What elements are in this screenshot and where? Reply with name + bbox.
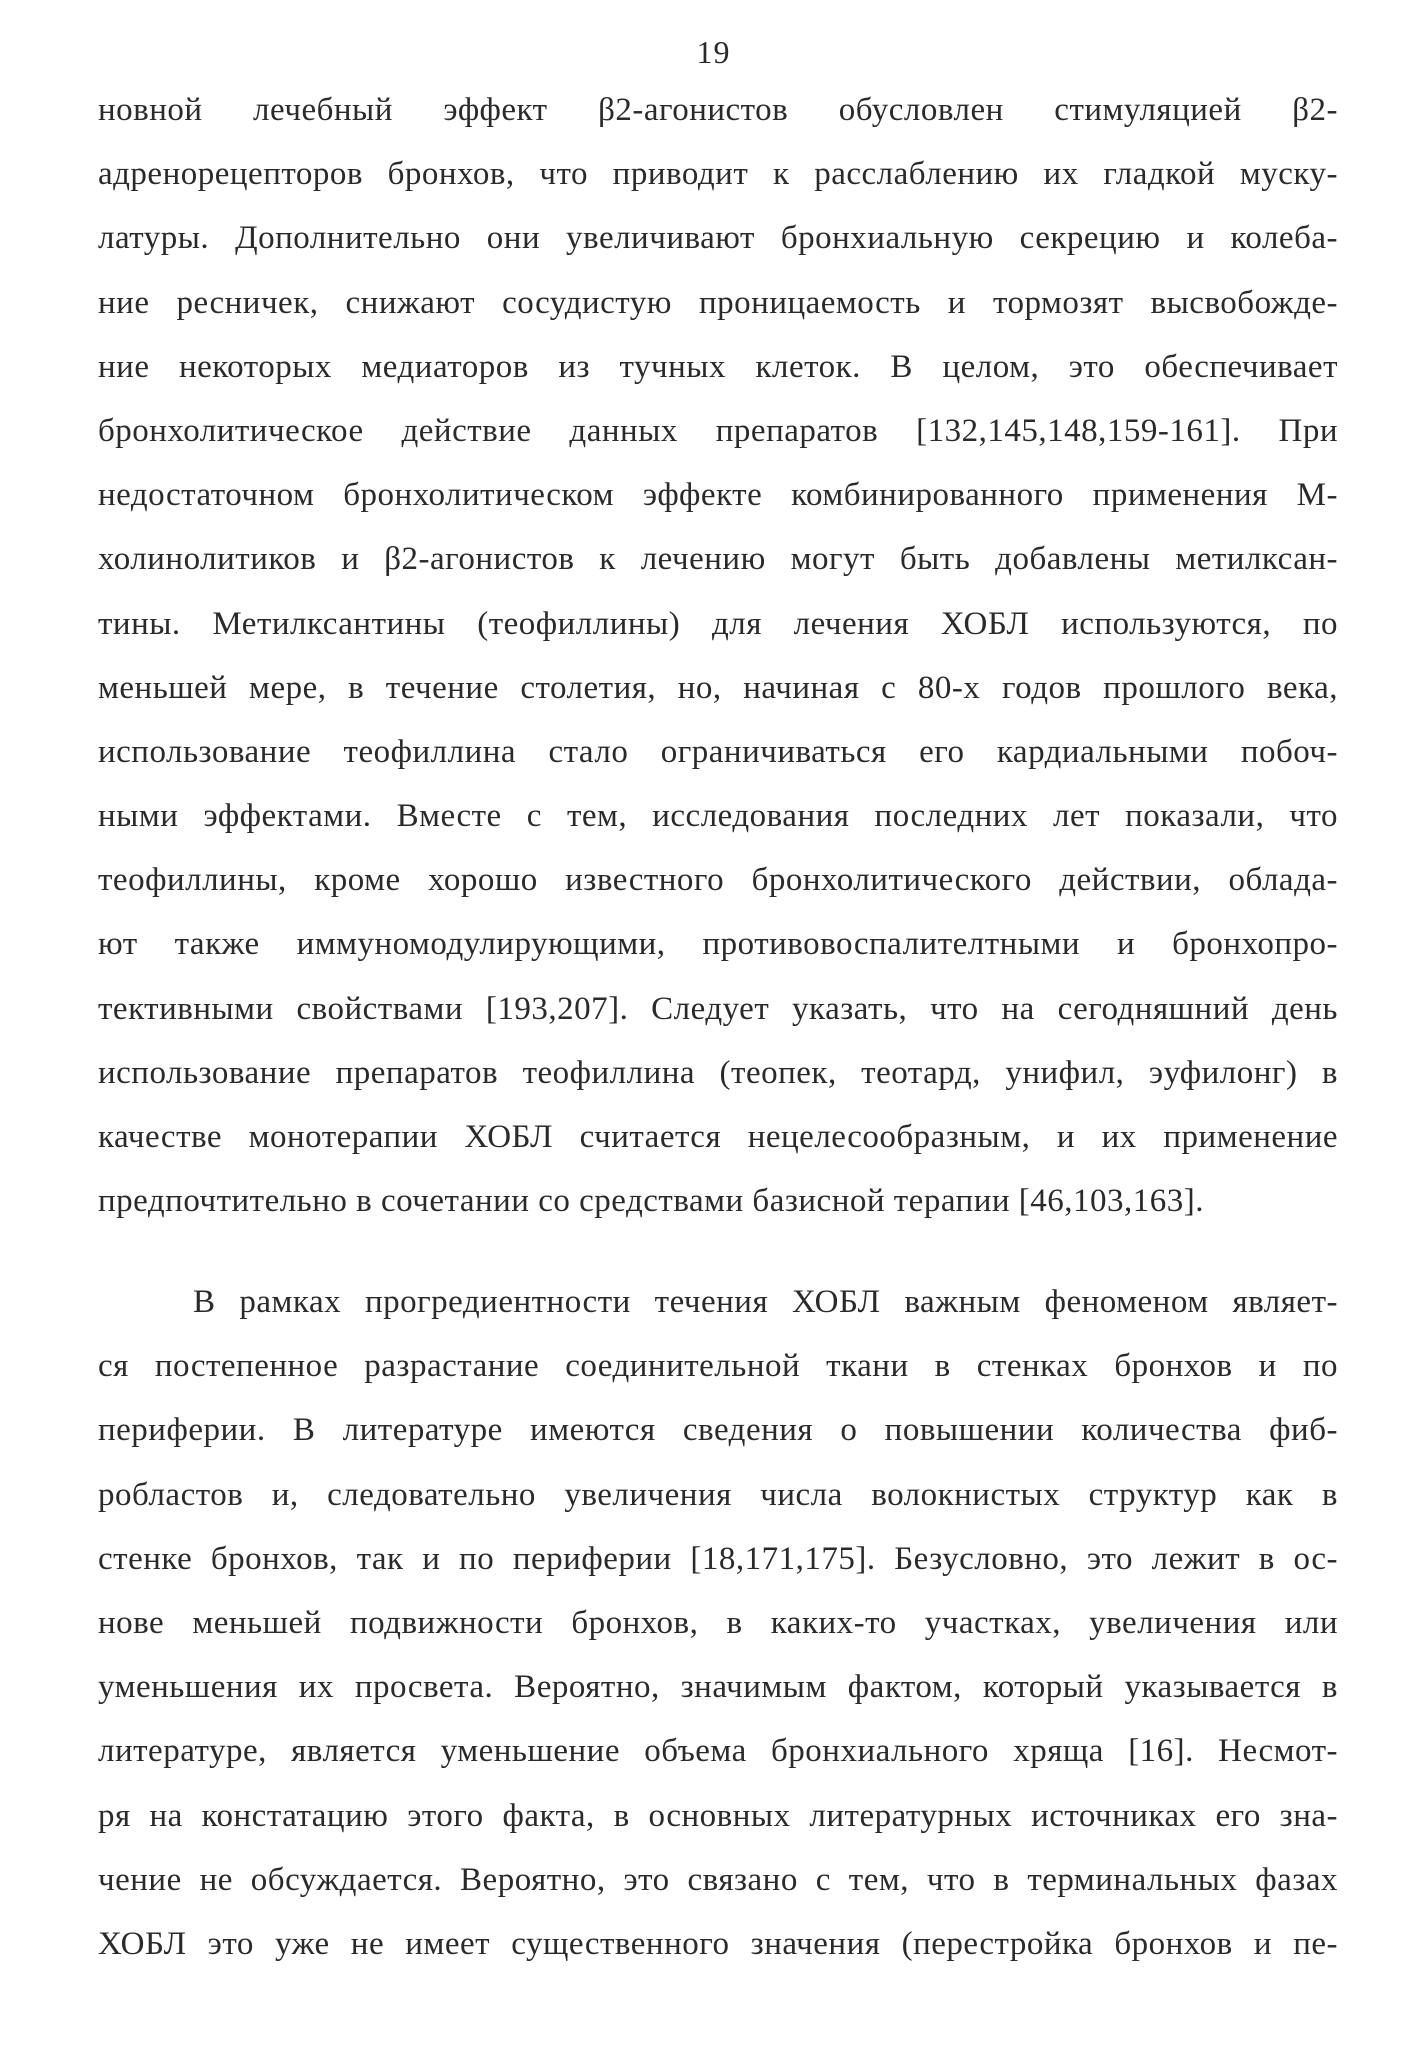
paragraph-1 [98, 78, 1338, 1233]
text-line: тективными свойствами [193,207]. Следует указать, что на сегодняшний день [98, 990, 1338, 1027]
text-line: ря на констатацию этого факта, в основных литературных источниках его зна- [98, 1797, 1338, 1834]
text-line: ся постепенное разрастание соединительной ткани в стенках бронхов и по [98, 1348, 1338, 1385]
text-line: бронхолитическое действие данных препаратов [132,145,148,159-161]. При [98, 412, 1338, 449]
text-line: холинолитиков и β2-агонистов к лечению могут быть добавлены метилксан- [98, 541, 1338, 578]
text-line: меньшей мере, в течение столетия, но, начиная с 80-х годов прошлого века, [98, 669, 1338, 706]
text-line: ют также иммуномодулирующими, противовоспалителтными и бронхопро- [98, 926, 1338, 963]
text-line: качестве монотерапии ХОБЛ считается нецелесообразным, и их применение [98, 1119, 1338, 1155]
text-line: чение не обсуждается. Вероятно, это связано с тем, что в терминальных фазах [98, 1861, 1338, 1898]
text-line: стенке бронхов, так и по периферии [18,171,175]. Безусловно, это лежит в ос- [98, 1540, 1338, 1577]
text-line: использование теофиллина стало ограничиваться его кардиальными побоч- [98, 733, 1338, 770]
paragraph-2 [98, 1270, 1338, 1976]
text-line: тины. Метилксантины (теофиллины) для лечения ХОБЛ используются, по [98, 605, 1338, 642]
text-line: теофиллины, кроме хорошо известного бронхолитического действии, облада- [98, 862, 1338, 899]
text-line: адренорецепторов бронхов, что приводит к расслаблению их гладкой муску- [98, 156, 1338, 193]
text-line: использование препаратов теофиллина (теопек, теотард, унифил, эуфилонг) в [98, 1054, 1338, 1091]
text-line: периферии. В литературе имеются сведения о повышении количества фиб- [98, 1412, 1338, 1449]
text-line: литературе, является уменьшение объема бронхиального хряща [16]. Несмот- [98, 1733, 1338, 1770]
text-line: уменьшения их просвета. Вероятно, значимым фактом, который указывается в [98, 1669, 1338, 1706]
text-line: ными эффектами. Вместе с тем, исследования последних лет показали, что [98, 798, 1338, 835]
text-line: новной лечебный эффект β2-агонистов обусловлен стимуляцией β2- [98, 92, 1338, 128]
text-line: ние некоторых медиаторов из тучных клеток. В целом, это обеспечивает [98, 348, 1338, 385]
text-line: нове меньшей подвижности бронхов, в каких-то участках, увеличения или [98, 1604, 1338, 1641]
page-number: 19 [696, 34, 731, 70]
text-line: ние ресничек, снижают сосудистую проницаемость и тормозят высвобожде- [98, 284, 1338, 321]
text-line: ХОБЛ это уже не имеет существенного значения (перестройка бронхов и пе- [98, 1925, 1338, 1962]
text-line: недостаточном бронхолитическом эффекте комбинированного применения М- [98, 477, 1338, 514]
text-line: В рамках прогредиентности течения ХОБЛ важным феноменом являет- [193, 1284, 1338, 1320]
text-line: латуры. Дополнительно они увеличивают бронхиальную секрецию и колеба- [98, 220, 1338, 257]
text-line: предпочтительно в сочетании со средствами базисной терапии [46,103,163]. [98, 1183, 1205, 1220]
text-line: робластов и, следовательно увеличения числа волокнистых структур как в [98, 1476, 1338, 1513]
